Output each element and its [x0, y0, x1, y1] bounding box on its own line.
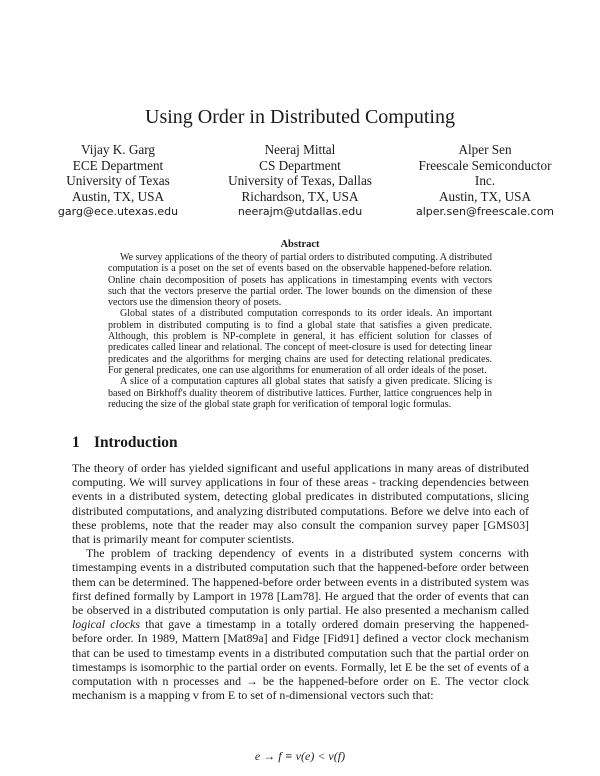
equation: e → f ≡ v(e) < v(f) [254, 749, 346, 763]
body-paragraph-2 [72, 546, 529, 702]
author-org: University of Texas, Dallas [228, 173, 372, 189]
author-dept: ECE Department [72, 157, 164, 173]
author-email: neerajm@utdallas.edu [237, 205, 363, 219]
abstract-body [108, 252, 492, 410]
author-org: Inc. [474, 173, 496, 189]
author-location: Austin, TX, USA [438, 188, 532, 204]
author-dept: Freescale Semiconductor [418, 157, 552, 173]
author-3 [385, 142, 585, 220]
abstract-heading: Abstract [280, 239, 320, 250]
section-title: Introduction [94, 434, 178, 451]
author-email: alper.sen@freescale.com [415, 205, 555, 219]
abstract-paragraph: Global states of a distributed computation corresponds to its order ideals. An important problem in distributed computing is to find a global state that satisfies a given predicate. Although, this problem is NP-complete in general, it has efficient solution for classes of predicates called linear and relational. The concept of meet-closure is used for detecting linear predicates and the algorithms for merging chains are used for detecting relational predicates. For general predicates, one can use algorithms for enumeration of all order ideals of the poset. [108, 308, 492, 376]
author-dept: CS Department [259, 157, 341, 173]
author-2 [200, 142, 400, 220]
section-number: 1 [72, 434, 80, 451]
paragraph-text: that gave a timestamp in a totally ordered domain preserving the happened-before order. In 1989, Mattern [Mat89a] and Fidge [Fid91] defined a vector clock mechanism that can be used to timestamp events in a distributed computation such that the partial order on timestamps is isomorphic to the partial order on events. Formally, let E be the set of events of a computation with n processes and → be the happened-before order on E. The vector clock mechanism is a mapping v from E to set of n-dimensional vectors such that: [72, 617, 529, 703]
author-1 [18, 142, 218, 220]
abstract-paragraph: A slice of a computation captures all global states that satisfy a given predicate. Slicing is based on Birkhoff's duality theorem of distributive lattices. Further, lattice congruences help in reducing the size of the global state graph for verification of temporal logic formulas. [108, 376, 492, 410]
section-body [72, 461, 529, 702]
paper-title: Using Order in Distributed Computing [145, 106, 455, 128]
section-heading [72, 434, 178, 452]
body-paragraph-1: The theory of order has yielded significant and useful applications in many areas of distributed computing. We will survey applications in four of these areas - tracking dependencies between events in a distributed system, detecting global predicates in distributed computations, slicing distributed computations, and analyzing distributed computations. Before we delve into each of these problems, note that the reader may also consult the companion survey paper [GMS03] that is primarily meant for computer scientists. [72, 461, 529, 547]
author-name: Alper Sen [458, 142, 512, 157]
author-name: Neeraj Mittal [264, 142, 336, 157]
italic-term: logical clocks [72, 617, 140, 632]
author-name: Vijay K. Garg [80, 142, 156, 157]
author-location: Austin, TX, USA [71, 188, 165, 204]
abstract-paragraph: We survey applications of the theory of partial orders to distributed computing. A distributed computation is a poset on the set of events based on the observable happened-before relation. Online chain decomposition of posets has applications in timestamping events with vectors such that the vectors preserve the partial order. The lower bounds on the dimension of these vectors use the dimension theory of posets. [108, 252, 492, 309]
author-email: garg@ece.utexas.edu [57, 205, 179, 219]
author-org: University of Texas [66, 173, 170, 189]
paragraph-text: The problem of tracking dependency of events in a distributed system concerns with timestamping events in a distributed computation such that the happened-before order between them can be determined. The happened-before order between events in a distributed system was first defined formally by Lamport in 1978 [Lam78]. He argued that the order of events that can be observed in a distributed computation is only partial. He also presented a mechanism called [72, 546, 529, 618]
author-location: Richardson, TX, USA [241, 188, 359, 204]
